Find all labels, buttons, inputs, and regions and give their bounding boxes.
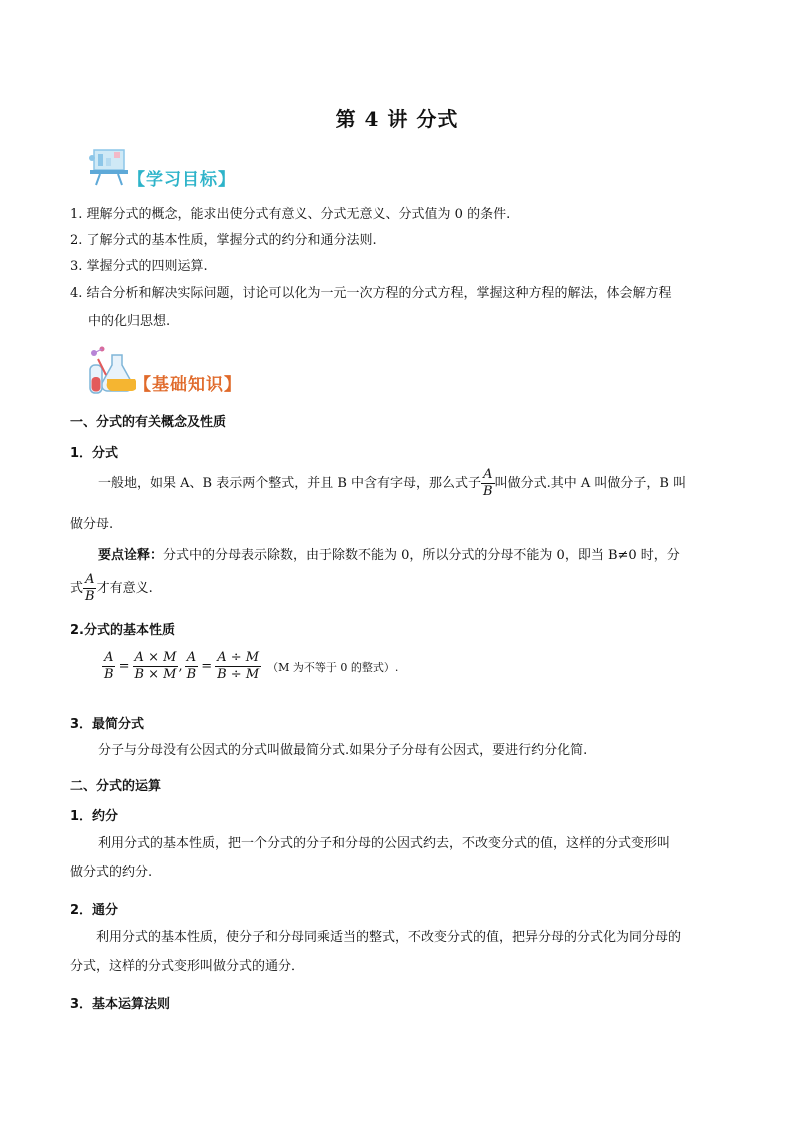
- goal-text: 掌握分式的四则运算.: [86, 259, 208, 274]
- goal-text-continued: 中的化归思想.: [88, 314, 171, 329]
- goal-number: 1.: [70, 207, 83, 222]
- note-label: 要点诠释：: [98, 548, 164, 563]
- page-title: 第 4 讲 分式: [335, 107, 459, 131]
- presentation-board-icon: [86, 148, 130, 186]
- basic-knowledge-banner: 【基础知识】: [134, 375, 242, 395]
- paragraph-line: 分式，这样的分式变形叫做分式的通分．: [70, 959, 305, 974]
- subsection-heading: 3．基本运算法则: [70, 997, 171, 1012]
- lab-flask-icon: [84, 345, 136, 397]
- note-paragraph-line2: 式 $\frac{A}{B}$ 才有意义.: [70, 572, 153, 604]
- goal-item: [70, 257, 208, 277]
- goal-text: 理解分式的概念，能求出使分式有意义、分式无意义、分式值为 0 的条件.: [86, 207, 511, 222]
- paragraph: 利用分式的基本性质，把一个分式的分子和分母的公因式约去，不改变分式的值，这样的分式变形叫: [98, 836, 671, 851]
- note-paragraph: 要点诠释：分式中的分母表示除数，由于除数不能为 0，所以分式的分母不能为 0，即当 B≠0 时，分: [98, 548, 680, 563]
- fraction-a-over-b: $\frac{A}{B}$: [85, 572, 95, 604]
- goal-text: 结合分析和解决实际问题，讨论可以化为一元一次方程的分式方程，掌握这种方程的解法，体会解方程: [86, 286, 672, 301]
- basic-property-formula: $\frac{A}{B}$ = $\frac{A \times M}{B \times M}$ , $\frac{A}{B}$ = $\frac{A \div M}{B \div M}$ （M 为不等于 0 的整式）.: [104, 650, 399, 682]
- paragraph-line: 做分式的约分.: [70, 865, 153, 880]
- goal-number: 3.: [70, 259, 83, 274]
- section-heading: 二、分式的运算: [70, 779, 162, 794]
- goal-number: 4.: [70, 286, 83, 301]
- fraction-a-over-b: $\frac{A}{B}$: [483, 467, 493, 499]
- goal-text: 了解分式的基本性质，掌握分式的约分和通分法则.: [86, 233, 377, 248]
- goal-number: 2.: [70, 233, 83, 248]
- subsection-heading: 1．分式: [70, 446, 119, 461]
- goal-item: [70, 284, 672, 304]
- paragraph-line: 做分母.: [70, 517, 114, 532]
- goal-item: [70, 205, 510, 225]
- subsection-heading: 3．最简分式: [70, 717, 145, 732]
- subsection-heading: 1．约分: [70, 809, 119, 824]
- subsection-heading: 2．通分: [70, 903, 119, 918]
- paragraph: 利用分式的基本性质，使分子和分母同乘适当的整式，不改变分式的值，把异分母的分式化为同分母的: [96, 930, 682, 945]
- learning-goals-banner: 【学习目标】: [128, 170, 236, 190]
- subsection-heading: 2.分式的基本性质: [70, 623, 175, 638]
- formula-condition: （M 为不等于 0 的整式）.: [267, 660, 399, 674]
- section-heading: 一、分式的有关概念及性质: [70, 415, 227, 430]
- paragraph: 分子与分母没有公因式的分式叫做最简分式.如果分子分母有公因式，要进行约分化简.: [98, 743, 588, 758]
- paragraph-fraction-definition: 一般地，如果 A、B 表示两个整式，并且 B 中含有字母，那么式子 $\frac{A}{B}$ 叫做分式.其中 A 叫做分子，B 叫: [98, 467, 687, 499]
- goal-item: [70, 231, 377, 251]
